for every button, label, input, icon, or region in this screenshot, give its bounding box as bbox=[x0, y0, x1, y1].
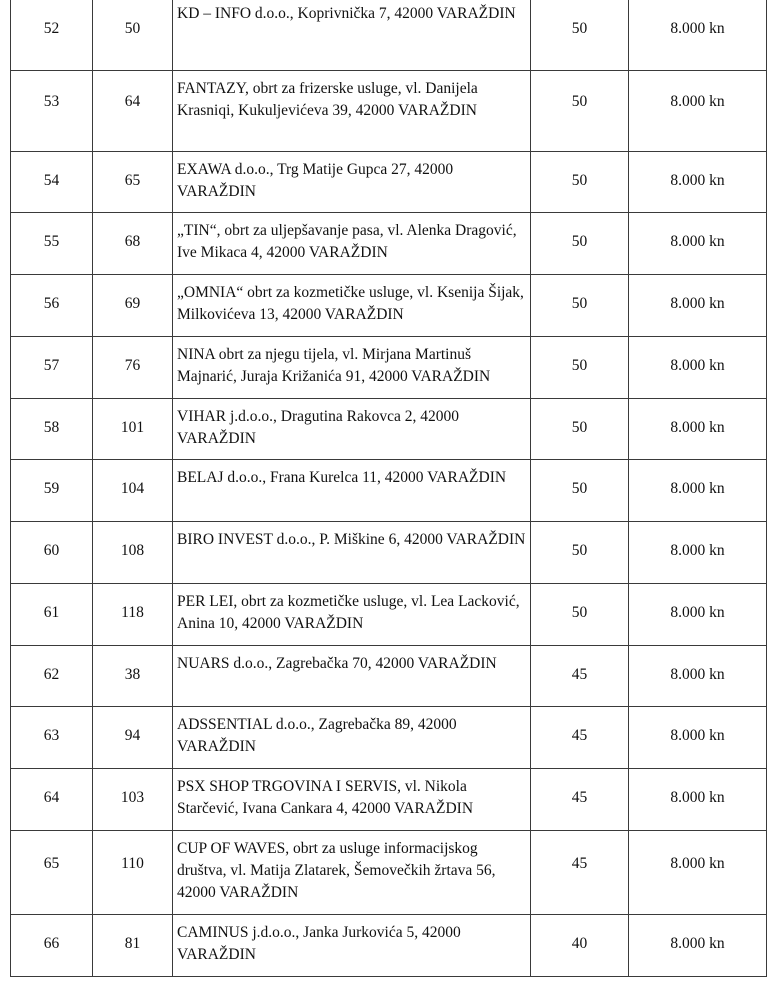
amount-cell: 8.000 kn bbox=[629, 914, 767, 976]
applicant-cell: PSX SHOP TRGOVINA I SERVIS, vl. Nikola Starčević, Ivana Cankara 4, 42000 VARAŽDIN bbox=[173, 768, 531, 830]
table-row bbox=[11, 768, 767, 830]
application-id-cell: 69 bbox=[93, 274, 173, 336]
amount-cell: 8.000 kn bbox=[629, 645, 767, 706]
application-id-cell: 68 bbox=[93, 212, 173, 274]
row-number-cell: 53 bbox=[11, 70, 93, 151]
amount-cell: 8.000 kn bbox=[629, 768, 767, 830]
table-row bbox=[11, 151, 767, 212]
points-cell: 50 bbox=[531, 0, 629, 70]
table-row bbox=[11, 830, 767, 914]
applicant-cell: „TIN“, obrt za uljepšavanje pasa, vl. Alenka Dragović, Ive Mikaca 4, 42000 VARAŽDIN bbox=[173, 212, 531, 274]
results-table bbox=[10, 0, 767, 977]
application-id-cell: 108 bbox=[93, 521, 173, 583]
row-number-cell: 61 bbox=[11, 583, 93, 645]
points-cell: 50 bbox=[531, 336, 629, 398]
applicant-cell: BIRO INVEST d.o.o., P. Miškine 6, 42000 VARAŽDIN bbox=[173, 521, 531, 583]
row-number-cell: 65 bbox=[11, 830, 93, 914]
points-cell: 40 bbox=[531, 914, 629, 976]
row-number-cell: 52 bbox=[11, 0, 93, 70]
applicant-cell: BELAJ d.o.o., Frana Kurelca 11, 42000 VARAŽDIN bbox=[173, 459, 531, 521]
points-cell: 50 bbox=[531, 398, 629, 459]
applicant-cell: VIHAR j.d.o.o., Dragutina Rakovca 2, 42000 VARAŽDIN bbox=[173, 398, 531, 459]
row-number-cell: 66 bbox=[11, 914, 93, 976]
points-cell: 50 bbox=[531, 274, 629, 336]
table-row bbox=[11, 70, 767, 151]
application-id-cell: 104 bbox=[93, 459, 173, 521]
application-id-cell: 76 bbox=[93, 336, 173, 398]
applicant-cell: CAMINUS j.d.o.o., Janka Jurkovića 5, 42000 VARAŽDIN bbox=[173, 914, 531, 976]
amount-cell: 8.000 kn bbox=[629, 70, 767, 151]
row-number-cell: 62 bbox=[11, 645, 93, 706]
table-row bbox=[11, 914, 767, 976]
application-id-cell: 65 bbox=[93, 151, 173, 212]
row-number-cell: 64 bbox=[11, 768, 93, 830]
amount-cell: 8.000 kn bbox=[629, 521, 767, 583]
application-id-cell: 64 bbox=[93, 70, 173, 151]
amount-cell: 8.000 kn bbox=[629, 0, 767, 70]
points-cell: 50 bbox=[531, 151, 629, 212]
application-id-cell: 94 bbox=[93, 706, 173, 768]
row-number-cell: 55 bbox=[11, 212, 93, 274]
points-cell: 50 bbox=[531, 521, 629, 583]
application-id-cell: 103 bbox=[93, 768, 173, 830]
points-cell: 45 bbox=[531, 645, 629, 706]
table-row bbox=[11, 0, 767, 70]
application-id-cell: 50 bbox=[93, 0, 173, 70]
amount-cell: 8.000 kn bbox=[629, 336, 767, 398]
amount-cell: 8.000 kn bbox=[629, 212, 767, 274]
points-cell: 45 bbox=[531, 768, 629, 830]
row-number-cell: 59 bbox=[11, 459, 93, 521]
amount-cell: 8.000 kn bbox=[629, 274, 767, 336]
table-row bbox=[11, 706, 767, 768]
application-id-cell: 81 bbox=[93, 914, 173, 976]
applicant-cell: KD – INFO d.o.o., Koprivnička 7, 42000 VARAŽDIN bbox=[173, 0, 531, 70]
application-id-cell: 101 bbox=[93, 398, 173, 459]
row-number-cell: 58 bbox=[11, 398, 93, 459]
points-cell: 50 bbox=[531, 459, 629, 521]
application-id-cell: 118 bbox=[93, 583, 173, 645]
application-id-cell: 38 bbox=[93, 645, 173, 706]
table-row bbox=[11, 459, 767, 521]
amount-cell: 8.000 kn bbox=[629, 398, 767, 459]
applicant-cell: PER LEI, obrt za kozmetičke usluge, vl. Lea Lacković, Anina 10, 42000 VARAŽDIN bbox=[173, 583, 531, 645]
applicant-cell: CUP OF WAVES, obrt za usluge informacijskog društva, vl. Matija Zlatarek, Šemovečkih žrtava 56, 42000 VARAŽDIN bbox=[173, 830, 531, 914]
applicant-cell: FANTAZY, obrt za frizerske usluge, vl. Danijela Krasniqi, Kukuljevićeva 39, 42000 VARAŽDIN bbox=[173, 70, 531, 151]
applicant-cell: NINA obrt za njegu tijela, vl. Mirjana Martinuš Majnarić, Juraja Križanića 91, 42000 VARAŽDIN bbox=[173, 336, 531, 398]
table-row bbox=[11, 583, 767, 645]
applicant-cell: NUARS d.o.o., Zagrebačka 70, 42000 VARAŽDIN bbox=[173, 645, 531, 706]
points-cell: 45 bbox=[531, 830, 629, 914]
amount-cell: 8.000 kn bbox=[629, 583, 767, 645]
table-row bbox=[11, 212, 767, 274]
results-table-container bbox=[10, 0, 766, 977]
table-row bbox=[11, 645, 767, 706]
amount-cell: 8.000 kn bbox=[629, 459, 767, 521]
row-number-cell: 60 bbox=[11, 521, 93, 583]
table-row bbox=[11, 398, 767, 459]
amount-cell: 8.000 kn bbox=[629, 706, 767, 768]
amount-cell: 8.000 kn bbox=[629, 151, 767, 212]
applicant-cell: ADSSENTIAL d.o.o., Zagrebačka 89, 42000 VARAŽDIN bbox=[173, 706, 531, 768]
points-cell: 50 bbox=[531, 583, 629, 645]
table-row bbox=[11, 521, 767, 583]
table-row bbox=[11, 336, 767, 398]
row-number-cell: 54 bbox=[11, 151, 93, 212]
row-number-cell: 56 bbox=[11, 274, 93, 336]
row-number-cell: 63 bbox=[11, 706, 93, 768]
points-cell: 50 bbox=[531, 70, 629, 151]
table-row bbox=[11, 274, 767, 336]
application-id-cell: 110 bbox=[93, 830, 173, 914]
points-cell: 45 bbox=[531, 706, 629, 768]
applicant-cell: EXAWA d.o.o., Trg Matije Gupca 27, 42000 VARAŽDIN bbox=[173, 151, 531, 212]
applicant-cell: „OMNIA“ obrt za kozmetičke usluge, vl. Ksenija Šijak, Milkovićeva 13, 42000 VARAŽDIN bbox=[173, 274, 531, 336]
row-number-cell: 57 bbox=[11, 336, 93, 398]
points-cell: 50 bbox=[531, 212, 629, 274]
amount-cell: 8.000 kn bbox=[629, 830, 767, 914]
